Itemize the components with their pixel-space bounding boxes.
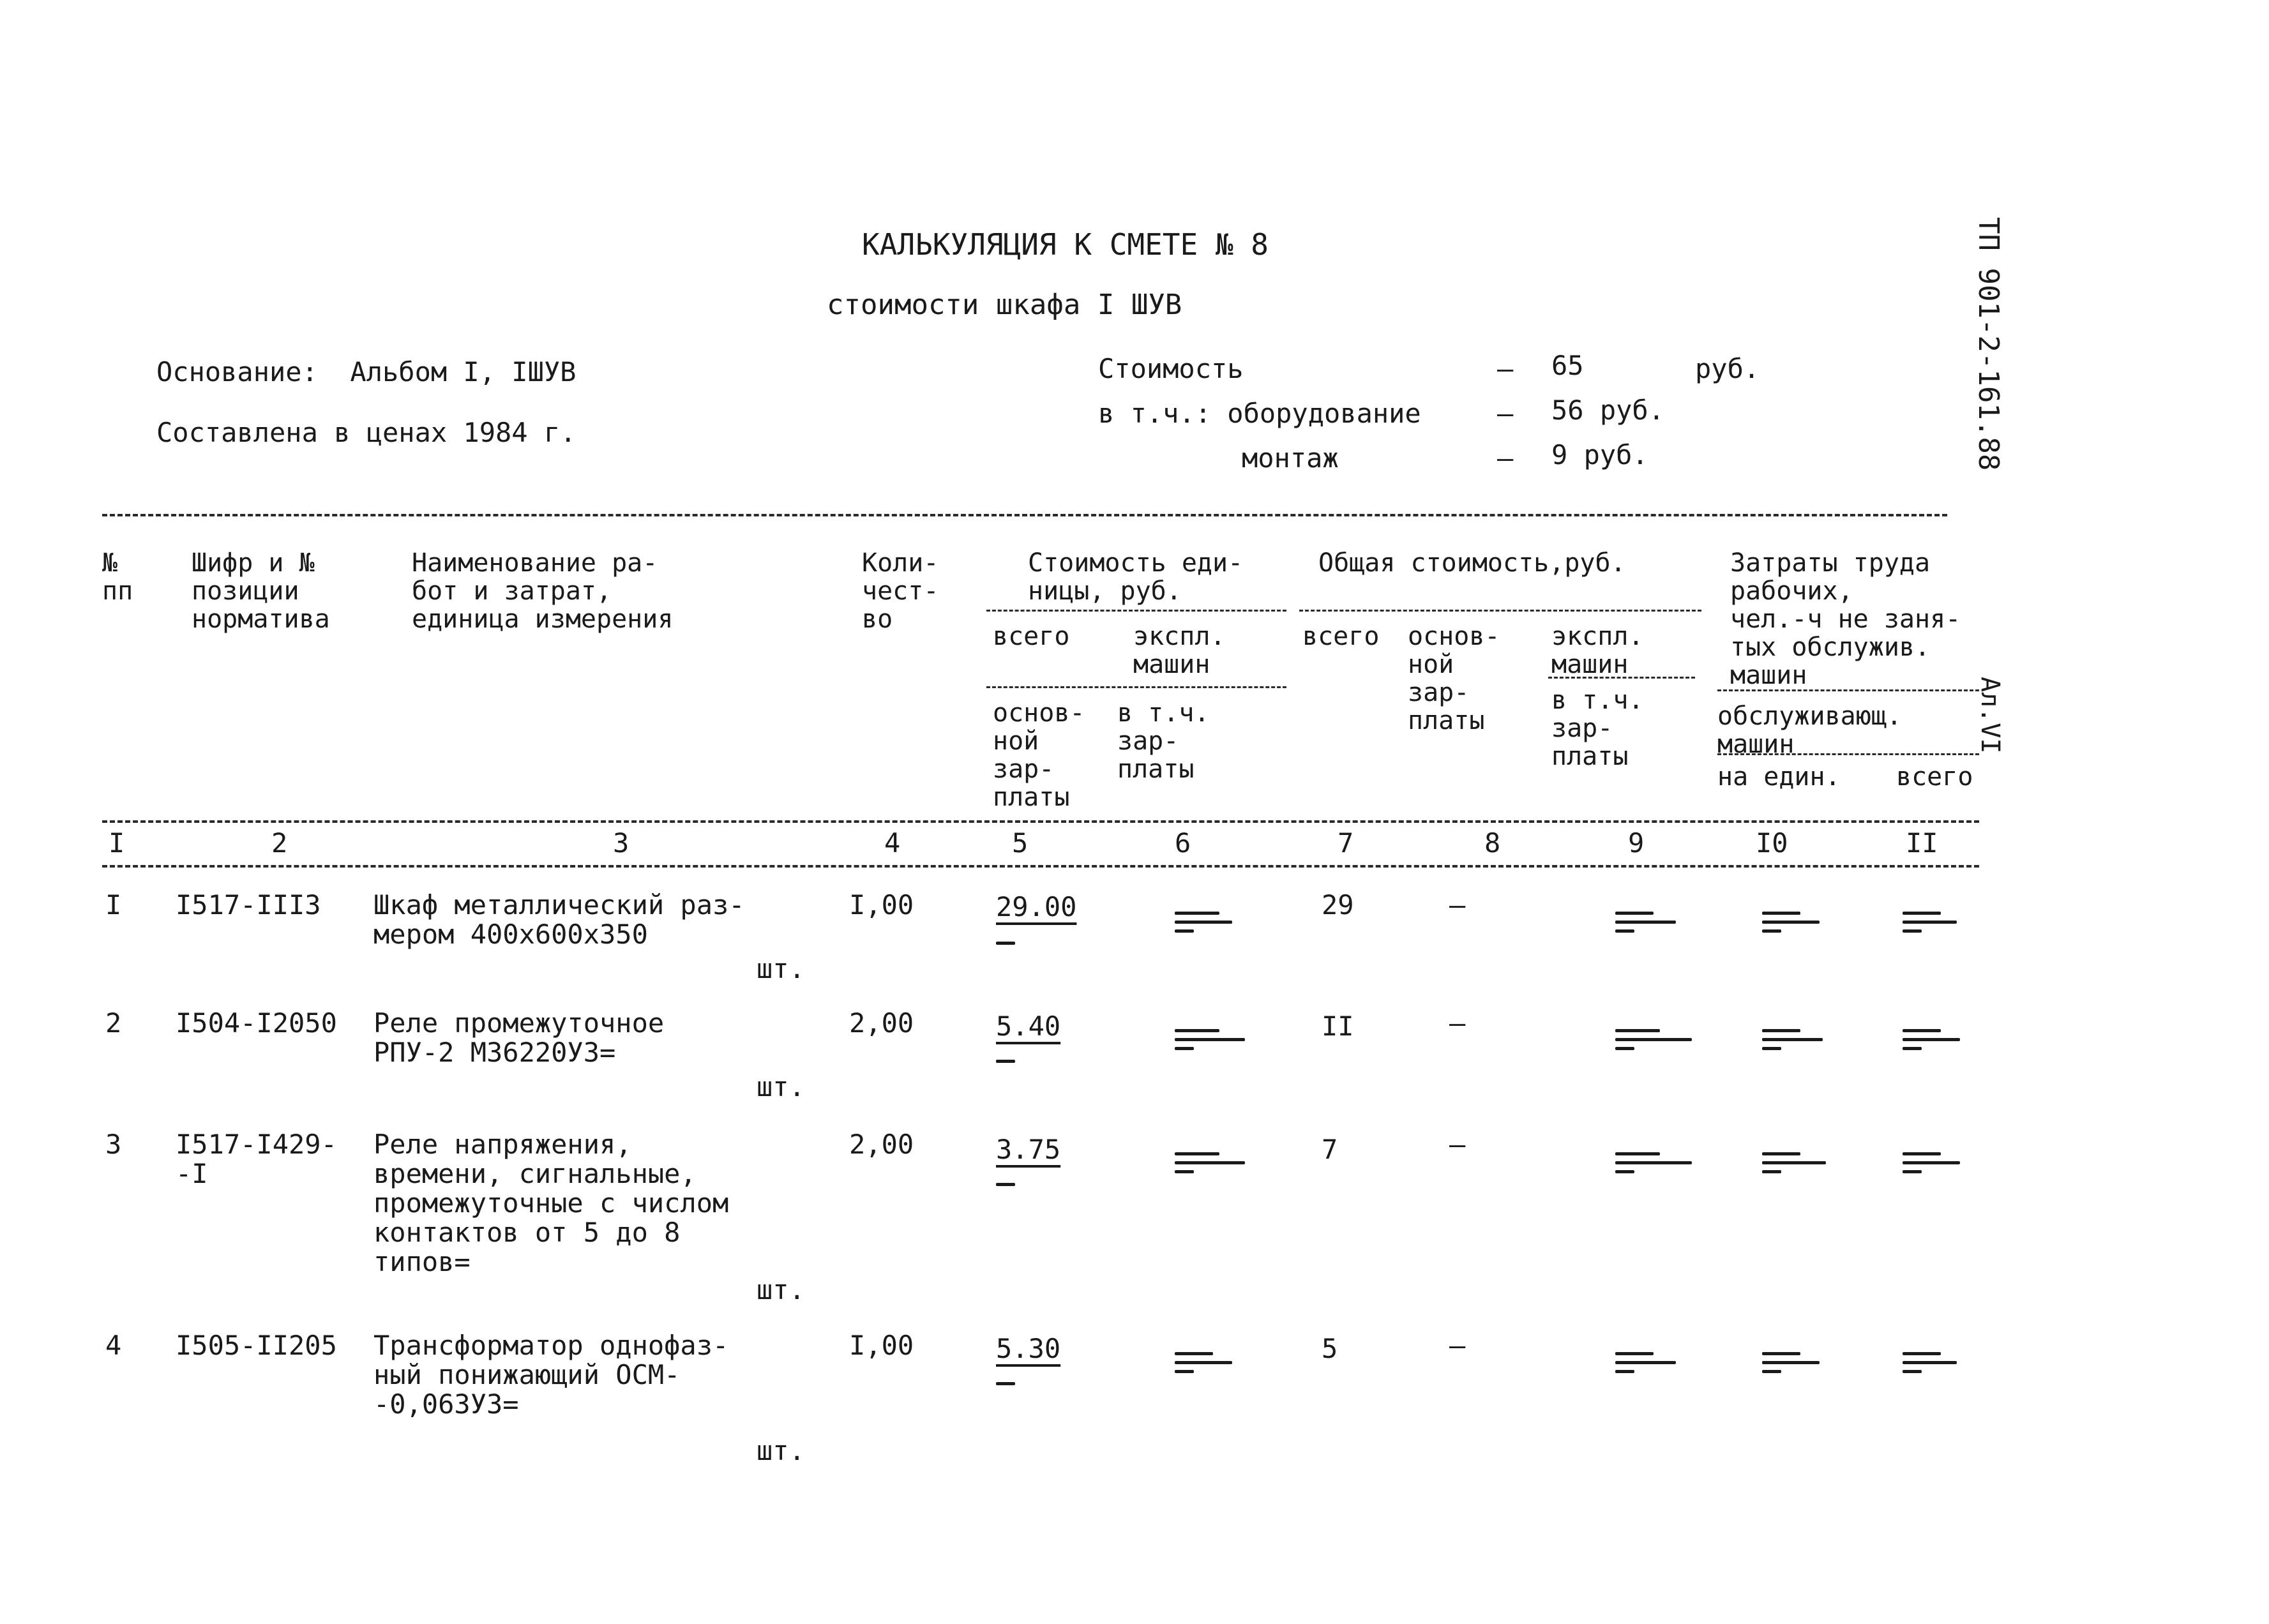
col-number-9: 9 [1628, 827, 1645, 859]
col-header-unit-cost: Стоимость еди- ницы, руб. [1028, 548, 1244, 606]
cost-value: 65 [1551, 350, 1584, 381]
row-1-code: I517-III3 [176, 889, 321, 921]
row-3-col10-empty-mark [1762, 1152, 1826, 1179]
col-header-total-cost: Общая стоимость,руб. [1318, 548, 1626, 578]
col-header-labor: Затраты труда рабочих, чел.-ч не заня- тых обслужив. машин [1730, 548, 1961, 690]
col-header-unit-total: всего [993, 622, 1070, 651]
col-number-6: 6 [1175, 827, 1191, 859]
row-4-total: 5 [1322, 1333, 1338, 1364]
row-3-name: Реле напряжения, времени, сигнальные, промежуточные с числом контактов от 5 до 8 типов= [373, 1129, 729, 1277]
row-4-col6-empty-mark [1175, 1352, 1232, 1379]
row-1-unit: шт. [757, 953, 805, 984]
document-title: КАЛЬКУЛЯЦИЯ К СМЕТЕ № 8 [862, 227, 1269, 262]
mounting-value: 9 руб. [1551, 439, 1648, 470]
col-header-name: Наименование ра- бот и затрат, единица измерения [412, 548, 674, 634]
col-header-labor-per-unit: на един. [1717, 762, 1841, 792]
col-header-code: Шифр и № позиции норматива [192, 548, 330, 634]
row-2-name: Реле промежуточное РПУ-2 М36220У3= [373, 1007, 665, 1068]
row-1-unit-cost-dash [996, 942, 1015, 951]
row-2-quantity: 2,00 [849, 1007, 914, 1039]
row-2-col9-empty-mark [1615, 1029, 1692, 1056]
row-2-code: I504-I2050 [176, 1007, 337, 1039]
column-numbers-rule [102, 865, 1979, 868]
row-3-number: 3 [105, 1129, 122, 1160]
row-3-unit: шт. [757, 1274, 805, 1305]
row-3-unit-cost-dash [996, 1183, 1015, 1192]
col-header-labor-total: всего [1896, 762, 1973, 792]
col-number-3: 3 [613, 827, 629, 859]
row-4-number: 4 [105, 1330, 122, 1361]
row-3-col11-empty-mark [1903, 1152, 1960, 1179]
row-4-col9-empty-mark [1615, 1352, 1676, 1379]
prices-year-text: Составлена в ценах 1984 г. [156, 417, 577, 448]
col-number-5: 5 [1012, 827, 1029, 859]
col-number-10: I0 [1756, 827, 1788, 859]
mounting-dash: – [1497, 442, 1514, 474]
row-4-quantity: I,00 [849, 1330, 914, 1361]
col-header-labor-machines: обслуживающ. машин [1717, 702, 1902, 759]
cost-label: Стоимость [1098, 353, 1244, 384]
row-3-total: 7 [1322, 1134, 1338, 1165]
document-code: ТП 901-2-161.88 [1972, 217, 2005, 471]
col-header-number: № пп [102, 548, 133, 606]
row-1-unit-cost: 29.00 [996, 891, 1077, 922]
col-number-7: 7 [1338, 827, 1354, 859]
row-4-code: I505-II205 [176, 1330, 337, 1361]
col-header-total-machines-wage: в т.ч. зар- платы [1551, 686, 1644, 771]
row-3-col6-empty-mark [1175, 1152, 1245, 1179]
row-1-name: Шкаф металлический раз- мером 400х600х350 [373, 889, 745, 950]
including-equipment-label: в т.ч.: оборудование [1098, 398, 1421, 429]
col-header-total-wage: основ- ной зар- платы [1408, 622, 1500, 735]
row-2-number: 2 [105, 1007, 122, 1039]
total-machines-subdivider [1548, 677, 1695, 679]
row-2-total-wage: – [1449, 1007, 1466, 1039]
row-3-quantity: 2,00 [849, 1129, 914, 1160]
cost-unit: руб. [1695, 353, 1760, 384]
row-1-col6-empty-mark [1175, 912, 1232, 938]
row-3-total-wage: – [1449, 1129, 1466, 1160]
row-2-col11-empty-mark [1903, 1029, 1960, 1056]
row-4-unit: шт. [757, 1435, 805, 1466]
row-2-col6-empty-mark [1175, 1029, 1245, 1056]
col-number-1: I [109, 827, 125, 859]
col-header-unit-wage: основ- ной зар- платы [993, 698, 1085, 812]
col-number-11: II [1906, 827, 1938, 859]
col-header-quantity: Коли- чест- во [862, 548, 939, 634]
row-1-number: I [105, 889, 122, 921]
row-4-total-wage: – [1449, 1330, 1466, 1361]
row-1-col9-empty-mark [1615, 912, 1676, 938]
basis-text: Основание: Альбом I, IШУВ [156, 356, 577, 387]
row-1-col10-empty-mark [1762, 912, 1820, 938]
row-3-col9-empty-mark [1615, 1152, 1692, 1179]
row-2-unit-cost-dash [996, 1060, 1015, 1069]
col-header-total-machines: экспл. машин [1551, 622, 1644, 679]
col-header-unit-machines-wage: в т.ч. зар- платы [1117, 698, 1210, 784]
labor-subdivider [1717, 753, 1979, 755]
col-number-2: 2 [271, 827, 288, 859]
header-bottom-rule [102, 820, 1979, 823]
row-4-col11-empty-mark [1903, 1352, 1957, 1379]
equipment-dash: – [1497, 398, 1514, 429]
row-1-col11-empty-mark [1903, 912, 1957, 938]
row-4-col10-empty-mark [1762, 1352, 1820, 1379]
row-4-name: Трансформатор однофаз- ный понижающий ОСМ- -0,063У3= [373, 1330, 729, 1420]
unit-cost-divider [986, 610, 1286, 612]
row-2-unit: шт. [757, 1071, 805, 1102]
table-top-rule [102, 514, 1947, 516]
row-2-unit-cost: 5.40 [996, 1011, 1061, 1042]
labor-divider [1717, 689, 1979, 691]
document-subtitle: стоимости шкафа I ШУВ [827, 289, 1182, 321]
cost-dash: – [1497, 353, 1514, 384]
row-2-total: II [1322, 1011, 1354, 1042]
row-2-col10-empty-mark [1762, 1029, 1823, 1056]
row-4-unit-cost: 5.30 [996, 1333, 1061, 1364]
col-number-4: 4 [884, 827, 901, 859]
row-1-quantity: I,00 [849, 889, 914, 921]
row-4-unit-cost-dash [996, 1382, 1015, 1391]
album-sheet-label: Ал.VI [1975, 677, 2005, 754]
mounting-label: монтаж [1242, 442, 1339, 474]
row-1-total: 29 [1322, 889, 1354, 921]
total-cost-divider [1299, 610, 1701, 612]
row-1-total-wage: – [1449, 889, 1466, 921]
equipment-value: 56 руб. [1551, 395, 1665, 426]
col-header-total: всего [1302, 622, 1380, 651]
unit-cost-subdivider [986, 686, 1286, 688]
col-number-8: 8 [1484, 827, 1501, 859]
col-header-unit-machines: экспл. машин [1133, 622, 1226, 679]
row-3-unit-cost: 3.75 [996, 1134, 1061, 1165]
row-3-code: I517-I429- -I [176, 1129, 337, 1189]
